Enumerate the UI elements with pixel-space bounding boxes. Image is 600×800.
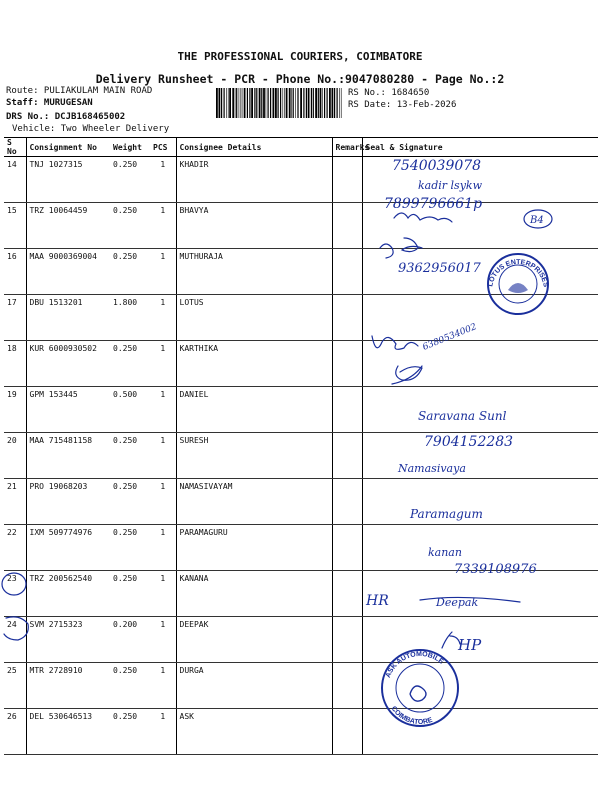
handwritten-name: Saravana Sunl [418, 409, 507, 423]
barcode-bar [280, 88, 281, 118]
handwritten-phone: 7540039078 [392, 158, 482, 174]
cell-remarks [332, 295, 362, 341]
barcode-bar [291, 88, 292, 118]
handwritten-phone: 6380534002 [421, 322, 479, 353]
cell-signature [362, 663, 598, 709]
cell-remarks [332, 387, 362, 433]
col-remarks: Remarks [332, 138, 362, 157]
barcode-bar [303, 88, 304, 118]
barcode-bar [311, 88, 312, 118]
barcode-bar [334, 88, 335, 118]
cell-weight: 0.250 [110, 157, 150, 203]
barcode-bar [221, 88, 222, 118]
handwritten-sign: HR [366, 593, 389, 609]
cell-weight: 0.250 [110, 571, 150, 617]
barcode-bar [298, 88, 299, 118]
barcode-bar [244, 88, 246, 118]
cell-pcs: 1 [150, 709, 176, 755]
cell-weight: 0.200 [110, 617, 150, 663]
barcode-bar [293, 88, 294, 118]
handwritten-name: Namasivaya [398, 462, 466, 475]
barcode-bar [242, 88, 243, 118]
table-row [4, 479, 598, 525]
cell-sno: 21 [4, 479, 26, 525]
barcode-bar [318, 88, 319, 118]
table-row [4, 157, 598, 203]
barcode-bar [297, 88, 298, 118]
cell-pcs: 1 [150, 571, 176, 617]
cell-sno: 22 [4, 525, 26, 571]
cell-consignment: MAA 715481158 [26, 433, 110, 479]
cell-consignment: PRO 19068203 [26, 479, 110, 525]
cell-remarks [332, 525, 362, 571]
barcode-bar [308, 88, 310, 118]
staff-label: Staff: MURUGESAN [6, 98, 93, 108]
cell-weight: 0.250 [110, 663, 150, 709]
route-label: Route: PULIAKULAM MAIN ROAD [6, 86, 153, 96]
table-row [4, 341, 598, 387]
col-consignment: Consignment No [26, 138, 110, 157]
barcode-bar [283, 88, 284, 118]
barcode-bar [268, 88, 269, 118]
barcode-bar [224, 88, 225, 118]
barcode-bar [235, 88, 236, 118]
handwritten-phone: 7339108976 [454, 562, 537, 577]
cell-signature [362, 203, 598, 249]
cell-consignment: SVM 2715323 [26, 617, 110, 663]
company-title: THE PROFESSIONAL COURIERS, COIMBATORE [177, 50, 423, 63]
cell-signature [362, 525, 598, 571]
barcode-bar [266, 88, 267, 118]
cell-pcs: 1 [150, 663, 176, 709]
cell-remarks [332, 157, 362, 203]
cell-pcs: 1 [150, 479, 176, 525]
cell-weight: 0.250 [110, 341, 150, 387]
cell-consignment: MTR 2728910 [26, 663, 110, 709]
cell-weight: 0.250 [110, 433, 150, 479]
barcode-bar [337, 88, 338, 118]
cell-sno: 18 [4, 341, 26, 387]
cell-consignment: KUR 6000930502 [26, 341, 110, 387]
cell-weight: 0.250 [110, 709, 150, 755]
cell-signature [362, 341, 598, 387]
cell-consignee: BHAVYA [176, 203, 332, 249]
barcode-bar [327, 88, 328, 118]
cell-weight: 0.250 [110, 479, 150, 525]
cell-pcs: 1 [150, 525, 176, 571]
barcode-bar [259, 88, 261, 118]
cell-pcs: 1 [150, 203, 176, 249]
cell-consignee: DURGA [176, 663, 332, 709]
handwritten-name: Paramagum [410, 507, 483, 521]
handwritten-phone: 9362956017 [398, 261, 481, 276]
cell-pcs: 1 [150, 295, 176, 341]
cell-pcs: 1 [150, 387, 176, 433]
barcode-bar [261, 88, 262, 118]
barcode-bar [251, 88, 253, 118]
cell-remarks [332, 433, 362, 479]
cell-sno: 23 [4, 571, 26, 617]
cell-weight: 0.250 [110, 203, 150, 249]
handwritten-mark: B4 [530, 215, 544, 226]
cell-sno: 14 [4, 157, 26, 203]
cell-remarks [332, 249, 362, 295]
rs-date: RS Date: 13-Feb-2026 [348, 100, 457, 110]
barcode-bar [216, 88, 218, 118]
cell-remarks [332, 571, 362, 617]
cell-remarks [332, 617, 362, 663]
barcode-bar [249, 88, 250, 118]
cell-consignment: TRZ 200562540 [26, 571, 110, 617]
barcode-bar [339, 88, 340, 118]
barcode-bar [289, 88, 291, 118]
cell-consignment: DEL 530646513 [26, 709, 110, 755]
svg-text:COIMBATORE: COIMBATORE [389, 705, 434, 727]
barcode-bar [254, 88, 255, 118]
runsheet-subtitle: Delivery Runsheet - PCR - Phone No.:9047080280 - Page No.:2 [95, 72, 505, 86]
table-header-row [4, 138, 598, 157]
table-row [4, 663, 598, 709]
vehicle-label: Vehicle: Two Wheeler Delivery [12, 124, 170, 134]
barcode-bar [241, 88, 242, 118]
barcode-bar [313, 88, 314, 118]
col-pcs: PCS [150, 138, 176, 157]
cell-consignee: LOTUS [176, 295, 332, 341]
barcode-bar [322, 88, 323, 118]
cell-signature [362, 157, 598, 203]
barcode-bar [315, 88, 317, 118]
barcode-bar [275, 88, 277, 118]
barcode-bar [320, 88, 322, 118]
cell-pcs: 1 [150, 157, 176, 203]
cell-consignee: MUTHURAJA [176, 249, 332, 295]
cell-consignee: NAMASIVAYAM [176, 479, 332, 525]
handwritten-phone: 7899796661p [384, 196, 483, 212]
barcode-bar [300, 88, 302, 118]
cell-consignee: KANANA [176, 571, 332, 617]
cell-sno: 15 [4, 203, 26, 249]
rs-number: RS No.: 1684650 [348, 88, 430, 98]
handwritten-name: kanan [428, 546, 462, 559]
col-weight: Weight [110, 138, 150, 157]
cell-consignment: GPM 153445 [26, 387, 110, 433]
cell-remarks [332, 709, 362, 755]
cell-remarks [332, 479, 362, 525]
barcode-bar [270, 88, 271, 118]
barcode-bar [324, 88, 325, 118]
barcode-bar [341, 88, 342, 118]
cell-remarks [332, 203, 362, 249]
barcode-bar [236, 88, 237, 118]
cell-signature [362, 249, 598, 295]
cell-consignment: TNJ 1027315 [26, 157, 110, 203]
cell-consignee: KARTHIKA [176, 341, 332, 387]
handwritten-name: Deepak [436, 596, 479, 609]
cell-sno: 20 [4, 433, 26, 479]
barcode-bar [263, 88, 265, 118]
barcode-bar [286, 88, 288, 118]
cell-weight: 0.250 [110, 525, 150, 571]
barcode-bar [295, 88, 296, 118]
cell-consignee: KHADIR [176, 157, 332, 203]
barcode-bar [306, 88, 307, 118]
cell-pcs: 1 [150, 341, 176, 387]
barcode-bar [284, 88, 285, 118]
cell-pcs: 1 [150, 617, 176, 663]
cell-consignment: MAA 9000369004 [26, 249, 110, 295]
barcode-bar [229, 88, 231, 118]
handwritten-sign: HP [458, 636, 482, 654]
cell-remarks [332, 341, 362, 387]
barcode-image [216, 88, 344, 118]
table-row [4, 571, 598, 617]
svg-text:LOTUS ENTERPRISES: LOTUS ENTERPRISES [487, 258, 549, 288]
svg-text:ASK AUTOMOBILE: ASK AUTOMOBILE [384, 650, 445, 679]
barcode-bar [239, 88, 240, 118]
barcode-bar [278, 88, 279, 118]
cell-sno: 17 [4, 295, 26, 341]
cell-sno: 19 [4, 387, 26, 433]
cell-weight: 0.250 [110, 249, 150, 295]
cell-sno: 24 [4, 617, 26, 663]
cell-consignee: PARAMAGURU [176, 525, 332, 571]
barcode-bar [219, 88, 221, 118]
barcode-bar [329, 88, 331, 118]
table-row [4, 709, 598, 755]
cell-remarks [332, 663, 362, 709]
cell-signature [362, 295, 598, 341]
cell-sno: 25 [4, 663, 26, 709]
col-sno: S No [4, 138, 26, 157]
table-row [4, 525, 598, 571]
table-row [4, 617, 598, 663]
cell-consignment: DBU 1513201 [26, 295, 110, 341]
barcode-bar [247, 88, 248, 118]
cell-consignment: TRZ 10064459 [26, 203, 110, 249]
barcode-bar [332, 88, 334, 118]
handwritten-name: kadir lsykw [418, 179, 482, 192]
cell-signature [362, 571, 598, 617]
cell-pcs: 1 [150, 433, 176, 479]
cell-signature [362, 433, 598, 479]
barcode-bar [256, 88, 257, 118]
cell-signature [362, 479, 598, 525]
col-signature: Seal & Signature [362, 138, 598, 157]
table-row [4, 433, 598, 479]
cell-signature [362, 709, 598, 755]
runsheet-table [4, 137, 598, 755]
col-consignee: Consignee Details [176, 138, 332, 157]
table-row [4, 295, 598, 341]
cell-pcs: 1 [150, 249, 176, 295]
cell-weight: 1.800 [110, 295, 150, 341]
barcode-bar [273, 88, 275, 118]
cell-consignee: DANIEL [176, 387, 332, 433]
cell-consignee: SURESH [176, 433, 332, 479]
table-row [4, 203, 598, 249]
cell-signature [362, 617, 598, 663]
cell-sno: 26 [4, 709, 26, 755]
cell-weight: 0.500 [110, 387, 150, 433]
table-row [4, 387, 598, 433]
barcode-bar [226, 88, 227, 118]
cell-sno: 16 [4, 249, 26, 295]
handwritten-phone: 7904152283 [424, 434, 514, 450]
cell-consignment: IXM 509774976 [26, 525, 110, 571]
barcode-bar [232, 88, 234, 118]
cell-consignee: ASK [176, 709, 332, 755]
barcode-bar [228, 88, 229, 118]
drs-label: DRS No.: DCJB168465002 [6, 112, 126, 122]
table-row [4, 249, 598, 295]
cell-consignee: DEEPAK [176, 617, 332, 663]
cell-signature [362, 387, 598, 433]
